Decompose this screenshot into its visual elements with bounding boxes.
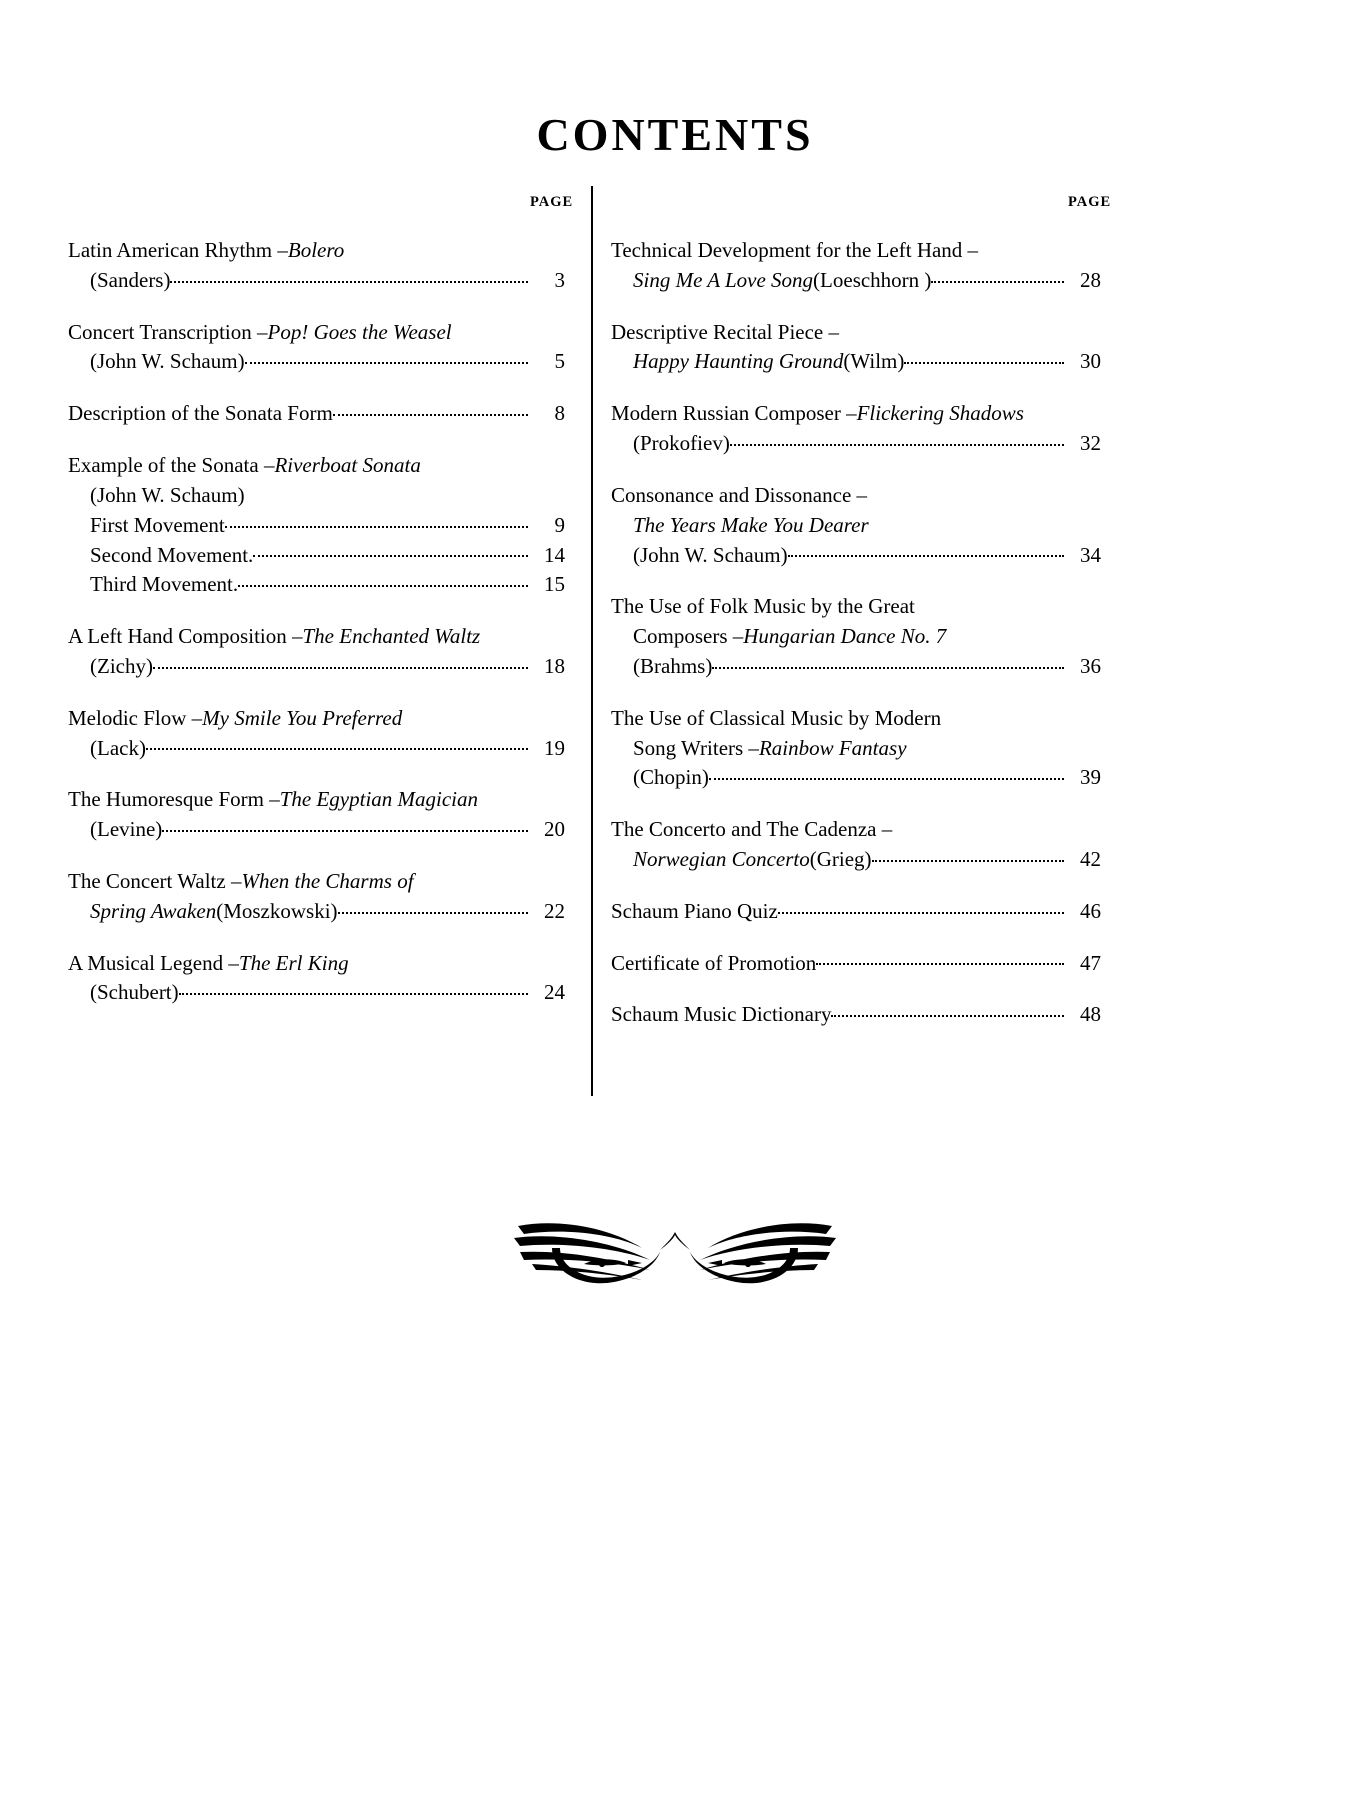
toc-entry-text: (Zichy)	[90, 653, 153, 678]
toc-entry-text: (Sanders)	[90, 267, 171, 292]
dot-leader	[170, 266, 528, 287]
toc-page-number: 8	[554, 401, 565, 426]
toc-entry-text: The Concerto and The Cadenza –	[611, 817, 893, 842]
toc-page-number: 5	[554, 349, 565, 374]
dot-leader	[225, 511, 528, 532]
toc-entry-text: (Schubert)	[90, 980, 179, 1005]
dot-leader	[788, 541, 1064, 562]
toc-entry-line	[68, 511, 565, 541]
toc-entry-text: Schaum Piano Quiz	[611, 898, 778, 923]
toc-entry-text: Third Movement.	[90, 572, 239, 597]
toc-entry-line	[68, 734, 565, 764]
toc-page-number: 3	[554, 267, 565, 292]
toc-entry-line	[611, 734, 1101, 764]
toc-entry-piece-title: Flickering Shadows	[856, 401, 1024, 426]
toc-entry[interactable]	[68, 236, 565, 296]
toc-entry[interactable]	[68, 785, 565, 845]
toc-entry[interactable]	[68, 704, 565, 764]
toc-entry-text: The Use of Classical Music by Modern	[611, 705, 942, 730]
toc-entry-piece-title: Riverboat Sonata	[274, 453, 421, 478]
toc-entry-piece-title: My Smile You Preferred	[202, 705, 403, 730]
toc-page-number: 42	[1080, 847, 1101, 871]
toc-entry-line	[611, 845, 1101, 875]
dot-leader	[730, 429, 1064, 450]
page-column-header-left: PAGE	[530, 194, 574, 210]
toc-entry[interactable]	[611, 236, 1101, 296]
page-title: CONTENTS	[536, 109, 814, 160]
toc-entry-line	[611, 511, 1101, 541]
toc-entry-text: (Grieg)	[809, 847, 872, 871]
toc-entry-line	[68, 451, 565, 481]
toc-entry-text: Description of the Sonata Form	[68, 401, 333, 426]
toc-page-number: 24	[544, 980, 565, 1005]
dot-leader	[338, 897, 528, 918]
toc-entry-text: Concert Transcription –	[68, 319, 268, 344]
toc-entry[interactable]	[611, 897, 1101, 927]
dot-leader	[831, 1000, 1064, 1021]
toc-entry-piece-title: The Egyptian Magician	[279, 787, 479, 812]
toc-entry-line	[68, 704, 565, 734]
toc-entry-text: Example of the Sonata –	[68, 453, 275, 478]
toc-entry[interactable]	[68, 622, 565, 682]
dot-leader	[712, 652, 1064, 673]
toc-entry-text: Latin American Rhythm –	[68, 238, 288, 262]
dot-leader	[816, 949, 1064, 970]
toc-entry[interactable]	[611, 592, 1101, 681]
toc-entry[interactable]	[68, 318, 565, 378]
toc-page-number: 46	[1080, 898, 1101, 923]
toc-entry-line	[611, 429, 1101, 459]
dot-leader	[253, 541, 528, 562]
toc-entry-line	[68, 978, 565, 1008]
toc-entry-line	[611, 266, 1101, 296]
dot-leader	[709, 763, 1064, 784]
toc-entry-line	[611, 897, 1101, 927]
toc-entry-text: Second Movement.	[90, 542, 254, 567]
toc-entry-text: The Humoresque Form –	[68, 787, 280, 812]
toc-entry-piece-title: The Erl King	[238, 950, 349, 975]
toc-entry-line	[611, 763, 1101, 793]
toc-page-number: 20	[544, 817, 565, 842]
toc-entry-text: (Brahms)	[633, 653, 713, 678]
toc-page-number: 34	[1080, 542, 1101, 567]
toc-entry-line	[611, 541, 1101, 571]
toc-page-number: 28	[1080, 267, 1101, 292]
dot-leader	[931, 266, 1064, 287]
toc-entry[interactable]	[611, 704, 1101, 793]
toc-entry-line	[68, 949, 565, 979]
toc-page-number: 19	[544, 735, 565, 760]
toc-entry-title-italic: Happy Haunting Ground	[633, 349, 844, 374]
toc-entry-line	[68, 541, 565, 571]
toc-entry-line	[611, 399, 1101, 429]
toc-entry-line	[611, 704, 1101, 734]
dot-leader	[179, 978, 528, 999]
toc-entry-line	[68, 897, 565, 927]
toc-entry-line	[611, 481, 1101, 511]
toc-entry-text: The Use of Folk Music by the Great	[611, 594, 915, 619]
dot-leader	[333, 399, 528, 420]
dot-leader	[904, 347, 1064, 368]
toc-entry-line	[611, 236, 1101, 266]
dot-leader	[872, 845, 1064, 866]
toc-entry-piece-title: Bolero	[287, 238, 345, 262]
toc-entry-text: (John W. Schaum)	[90, 482, 245, 507]
toc-entry-title-italic: Norwegian Concerto	[633, 847, 810, 871]
toc-entry[interactable]	[611, 949, 1101, 979]
toc-entry-text: (Prokofiev)	[633, 431, 730, 456]
toc-entry-text: Descriptive Recital Piece –	[611, 319, 839, 344]
toc-entry-text: First Movement	[90, 512, 225, 537]
toc-entry-text: (John W. Schaum)	[90, 349, 245, 374]
toc-entry-text: (Lack)	[90, 735, 146, 760]
toc-column-left	[68, 236, 565, 1030]
toc-entry[interactable]	[611, 318, 1101, 378]
toc-entry-line	[68, 266, 565, 296]
toc-entry-text: Certificate of Promotion	[611, 950, 817, 975]
toc-entry[interactable]	[611, 815, 1101, 875]
toc-entry-line	[68, 318, 565, 348]
toc-entry-piece-title: Hungarian Dance No. 7	[743, 624, 947, 649]
toc-entry-line	[68, 236, 565, 266]
toc-page-number: 15	[544, 572, 565, 597]
toc-entry-text: (Wilm)	[843, 349, 905, 374]
toc-page-number: 32	[1080, 431, 1101, 456]
toc-page-number: 22	[544, 898, 565, 923]
toc-entry-piece-title: Rainbow Fantasy	[758, 735, 907, 760]
toc-entry-text: Melodic Flow –	[68, 705, 203, 730]
toc-page-number: 47	[1080, 950, 1101, 975]
toc-entry[interactable]	[611, 1000, 1101, 1030]
toc-entry-line	[611, 1000, 1101, 1030]
toc-entry-line	[611, 592, 1101, 622]
toc-entry[interactable]	[68, 399, 565, 429]
toc-entry-text: (John W. Schaum)	[633, 542, 788, 567]
toc-page-number: 18	[544, 653, 565, 678]
toc-entry-title-italic: Sing Me A Love Song	[633, 267, 814, 292]
toc-entry-piece-title: Pop! Goes the Weasel	[267, 319, 452, 344]
toc-entry-text: Schaum Music Dictionary	[611, 1002, 832, 1027]
toc-entry-text: Composers –	[633, 624, 744, 649]
toc-entry-text: (Chopin)	[633, 765, 709, 790]
toc-entry-piece-title: The Enchanted Waltz	[302, 624, 481, 649]
dot-leader	[245, 347, 528, 368]
dot-leader	[238, 570, 528, 591]
toc-entry-line	[611, 347, 1101, 377]
toc-entry-line	[68, 652, 565, 682]
page-column-header-right: PAGE	[1068, 194, 1112, 210]
dot-leader	[153, 652, 528, 673]
toc-entry-text: Modern Russian Composer –	[611, 401, 857, 426]
dot-leader	[778, 897, 1064, 918]
toc-entry[interactable]	[68, 949, 565, 1009]
toc-entry-text: Song Writers –	[633, 735, 759, 760]
toc-page-number: 14	[544, 542, 565, 567]
toc-entry-line	[68, 622, 565, 652]
toc-entry-line	[68, 347, 565, 377]
toc-entry-text: Technical Development for the Left Hand –	[611, 238, 979, 262]
toc-page-number: 48	[1080, 1002, 1101, 1027]
toc-entry[interactable]	[68, 867, 565, 927]
column-divider	[591, 186, 593, 1096]
toc-entry[interactable]	[611, 481, 1101, 570]
toc-entry-text: A Left Hand Composition –	[68, 624, 303, 649]
decorative-flourish-ornament	[0, 1208, 1350, 1303]
toc-entry-text: A Musical Legend –	[68, 950, 239, 975]
toc-entry-line	[68, 399, 565, 429]
toc-page-number: 9	[554, 512, 565, 537]
toc-page-number: 30	[1080, 349, 1101, 374]
toc-entry-line	[611, 318, 1101, 348]
toc-page-number: 36	[1080, 653, 1101, 678]
toc-entry-text: The Concert Waltz –	[68, 869, 242, 893]
toc-entry-line	[68, 481, 565, 511]
toc-page-number: 39	[1080, 765, 1101, 790]
toc-entry-piece-title: When the Charms of	[241, 869, 414, 893]
toc-entry-line	[68, 785, 565, 815]
toc-entry-line	[68, 815, 565, 845]
toc-entry-text: (Levine)	[90, 817, 163, 842]
toc-entry-line	[611, 622, 1101, 652]
toc-entry-line	[611, 949, 1101, 979]
toc-entry[interactable]	[611, 399, 1101, 459]
toc-entry[interactable]	[68, 451, 565, 600]
dot-leader	[146, 734, 528, 755]
toc-entry-line	[611, 652, 1101, 682]
toc-entry-text: Consonance and Dissonance –	[611, 482, 868, 507]
toc-column-right	[611, 236, 1101, 1052]
toc-entry-text: (Loeschhorn )	[813, 267, 932, 292]
toc-entry-line	[611, 815, 1101, 845]
toc-entry-line	[68, 570, 565, 600]
toc-entry-line	[68, 867, 565, 897]
toc-entry-title-italic: The Years Make You Dearer	[633, 512, 869, 537]
toc-entry-title-italic: Spring Awaken	[90, 898, 217, 923]
dot-leader	[162, 815, 528, 836]
toc-entry-text: (Moszkowski)	[216, 898, 338, 923]
